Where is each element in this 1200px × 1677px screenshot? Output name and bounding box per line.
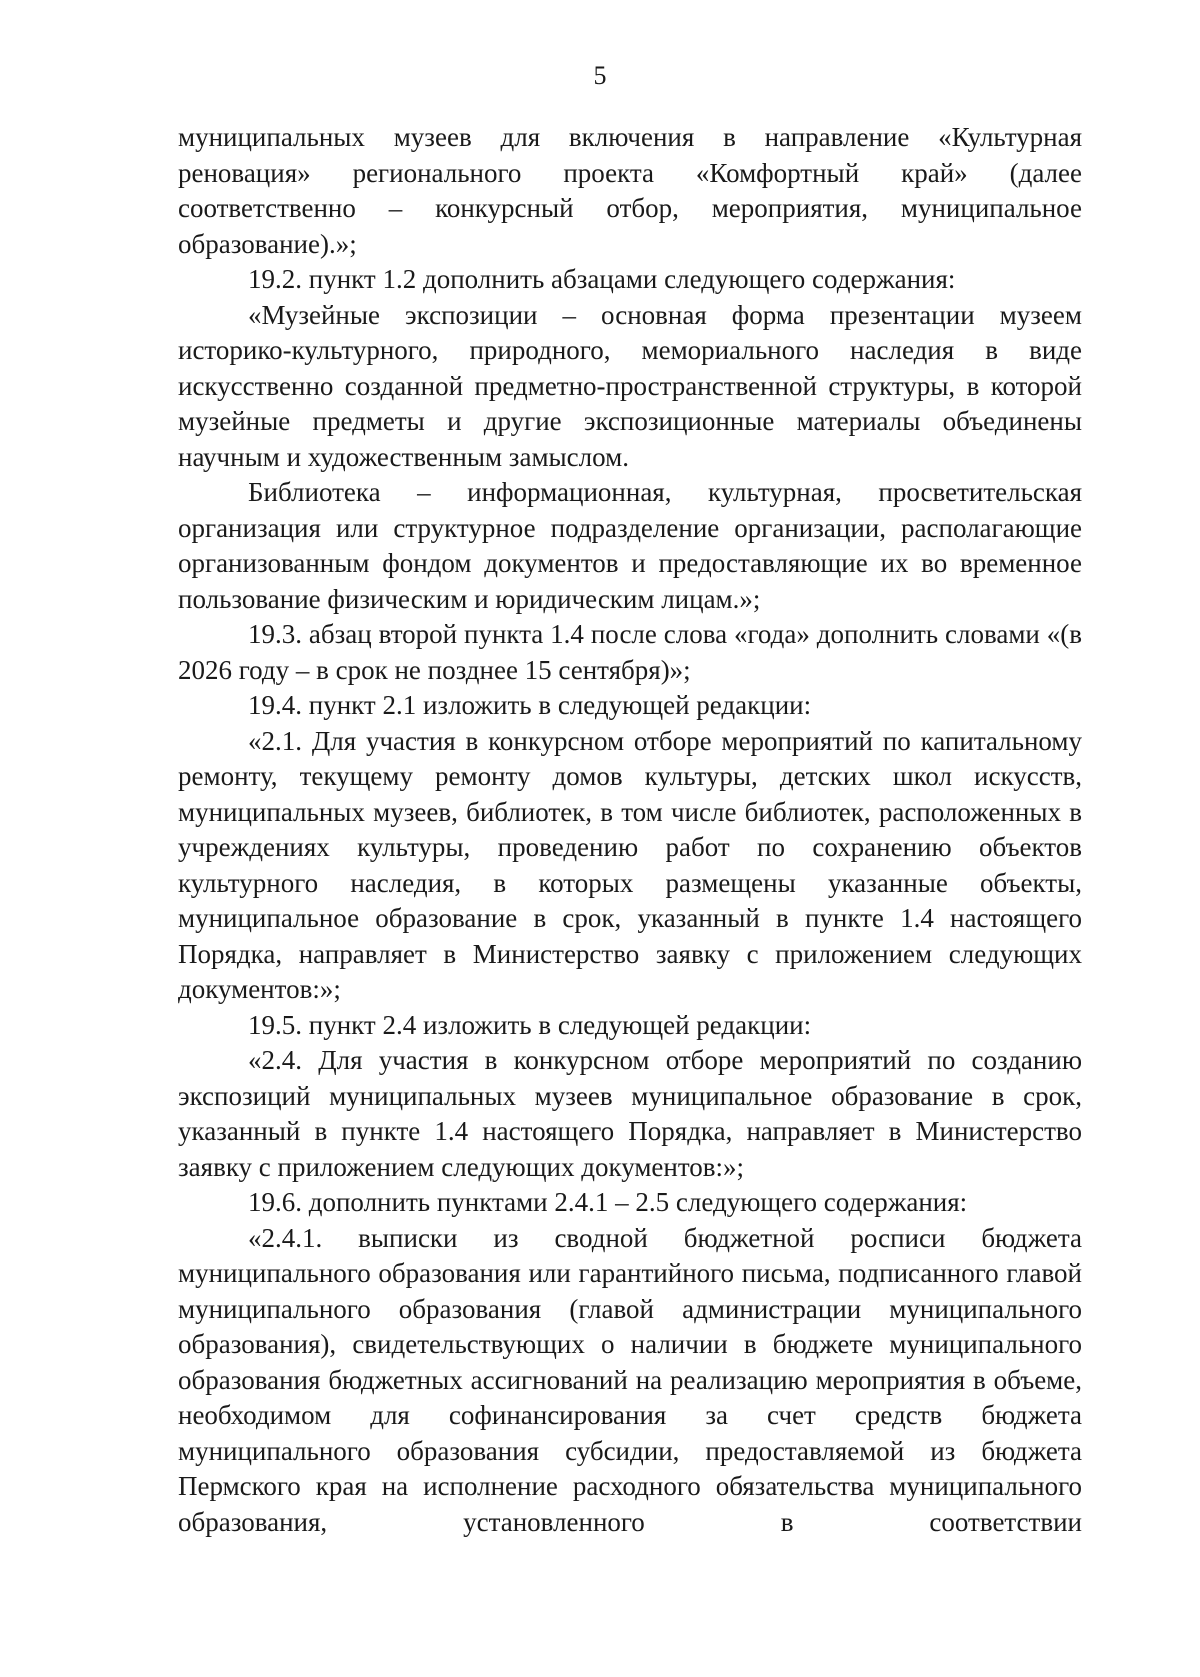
paragraph-item-19-5: 19.5. пункт 2.4 изложить в следующей редакции: [248,1009,812,1040]
paragraph-clause-2-1: «2.1. Для участия в конкурсном отборе мероприятий по капитальному ремонту, текущему ремонту домов культуры, детских школ искусств, муниципальных музеев, библиотек, в том числе библиотек, расположенных в учреждениях культуры, проведению работ по сохранению объектов культурного наследия, в которых размещены указанные объекты, муниципальное образование в срок, указанный в пункте 1.4 настоящего Порядка, направляет в Министерство заявку с приложением следующих документов:»; [178,725,1082,1004]
page-number: 5 [593,61,607,90]
paragraph-continuation: муниципальных музеев для включения в направление «Культурная реновация» регионального проекта «Комфортный край» (далее соответственно – конкурсный отбор, мероприятия, муниципальное образование).»; [178,122,1082,259]
paragraph-item-19-4: 19.4. пункт 2.1 изложить в следующей редакции: [248,690,812,720]
paragraph-museum-expositions: «Музейные экспозиции – основная форма презентации музеем историко-культурного, природного, мемориального наследия в виде искусственно созданной предметно-пространственной структуры, в которой музейные предметы и другие экспозиционные материалы объединены научным и художественным замыслом. [178,299,1082,472]
paragraph-item-19-6: 19.6. дополнить пунктами 2.4.1 – 2.5 следующего содержания: [248,1187,968,1217]
paragraph-item-19-3: 19.3. абзац второй пункта 1.4 после слова «года» дополнить словами «(в 2026 году – в срок не позднее 15 сентября)»; [178,619,1082,685]
paragraph-clause-2-4: «2.4. Для участия в конкурсном отборе мероприятий по созданию экспозиций муниципальных музеев муниципальное образование в срок, указанный в пункте 1.4 настоящего Порядка, направляет в Министерство заявку с приложением следующих документов:»; [178,1045,1082,1182]
paragraph-item-19-2: 19.2. пункт 1.2 дополнить абзацами следующего содержания: [248,264,956,294]
document-body [178,120,1082,1540]
paragraph-clause-2-4-1: «2.4.1. выписки из сводной бюджетной росписи бюджета муниципального образования или гарантийного письма, подписанного главой муниципального образования (главой администрации муниципального образования), свидетельствующих о наличии в бюджете муниципального образования бюджетных ассигнований на реализацию мероприятия в объеме, необходимом для софинансирования за счет средств бюджета муниципального образования субсидии, предоставляемой из бюджета Пермского края на исполнение расходного обязательства муниципального образования, установленного в соответствии [178,1222,1082,1537]
paragraph-library: Библиотека – информационная, культурная, просветительская организация или структурное подразделение организации, располагающие организованным фондом документов и предоставляющие их во временное пользование физическим и юридическим лицам.»; [178,477,1082,614]
